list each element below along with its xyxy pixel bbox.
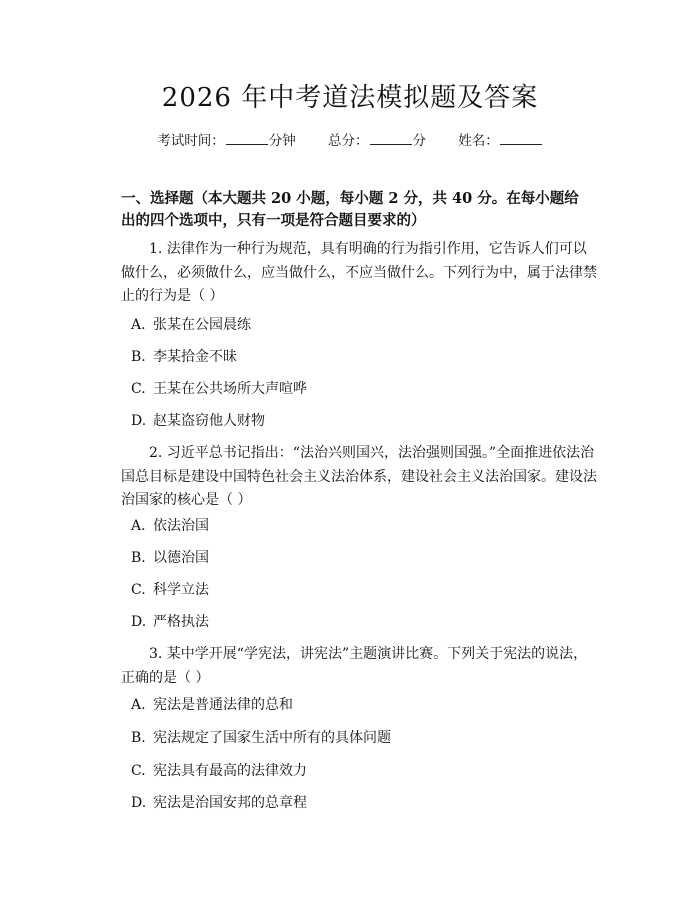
question-3-option-a[interactable] [131,694,293,716]
question-1-option-c[interactable] [131,378,307,400]
option-text: 赵某盗窃他人财物 [153,413,265,429]
question-2-option-b[interactable] [131,547,209,569]
student-name-blank[interactable] [500,130,542,145]
total-score-unit: 分 [412,133,426,149]
page-title: 2026 年中考道法模拟题及答案 [161,83,539,113]
option-letter: C. [131,381,146,397]
option-letter: D. [131,413,147,429]
option-text: 王某在公共场所大声喧哗 [153,381,307,397]
question-2-option-d[interactable] [131,611,209,633]
option-text: 宪法规定了国家生活中所有的具体问题 [153,730,391,746]
question-2-option-a[interactable] [131,515,209,537]
option-text: 张某在公园晨练 [153,317,251,333]
question-3-stem: 3. 某中学开展“学宪法，讲宪法”主题演讲比赛。下列关于宪法的说法，正确的是（ ） [121,646,588,686]
option-text: 宪法具有最高的法律效力 [153,763,307,779]
section-heading: 一、选择题（本大题共 20 小题，每小题 2 分，共 40 分。在每小题给出的四个选项中，只有一项是符合题目要求的） [121,190,579,229]
question-2-option-c[interactable] [131,579,209,601]
total-score-field [328,130,426,152]
option-text: 宪法是普通法律的总和 [153,697,293,713]
question-3-option-d[interactable] [131,792,307,814]
option-letter: C. [131,763,146,779]
question-1-option-b[interactable] [131,346,237,368]
exam-time-label: 考试时间： [157,133,225,149]
question-3-option-b[interactable] [131,727,391,749]
option-text: 科学立法 [153,582,209,598]
exam-info-row [0,130,700,152]
student-name-field [458,130,543,152]
question-2-stem: 2. 习近平总书记指出：“法治兴则国兴，法治强则国强。”全面推进依法治国总目标是建设中国特色社会主义法治体系，建设社会主义法治国家。建设法治国家的核心是（ ） [121,445,597,508]
student-name-label: 姓名： [458,133,499,149]
option-letter: D. [131,795,147,811]
option-letter: A. [131,518,146,534]
exam-time-field [157,130,296,152]
option-text: 以德治国 [153,550,209,566]
question-1-stem: 1. 法律作为一种行为规范，具有明确的行为指引作用，它告诉人们可以做什么，必须做什么，应当做什么，不应当做什么。下列行为中，属于法律禁止的行为是（ ） [121,241,597,304]
question-1-option-a[interactable] [131,314,251,336]
total-score-label: 总分： [328,133,369,149]
question-3-option-c[interactable] [131,760,307,782]
option-text: 依法治国 [153,518,209,534]
total-score-blank[interactable] [370,130,412,145]
exam-time-unit: 分钟 [268,133,296,149]
exam-time-blank[interactable] [226,130,268,145]
option-letter: A. [131,697,146,713]
option-letter: D. [131,614,147,630]
option-text: 宪法是治国安邦的总章程 [153,795,307,811]
option-letter: A. [131,317,146,333]
option-letter: B. [131,349,146,365]
option-letter: B. [131,730,146,746]
option-letter: C. [131,582,146,598]
option-text: 李某拾金不昧 [153,349,237,365]
option-text: 严格执法 [153,614,209,630]
option-letter: B. [131,550,146,566]
question-1-option-d[interactable] [131,410,265,432]
